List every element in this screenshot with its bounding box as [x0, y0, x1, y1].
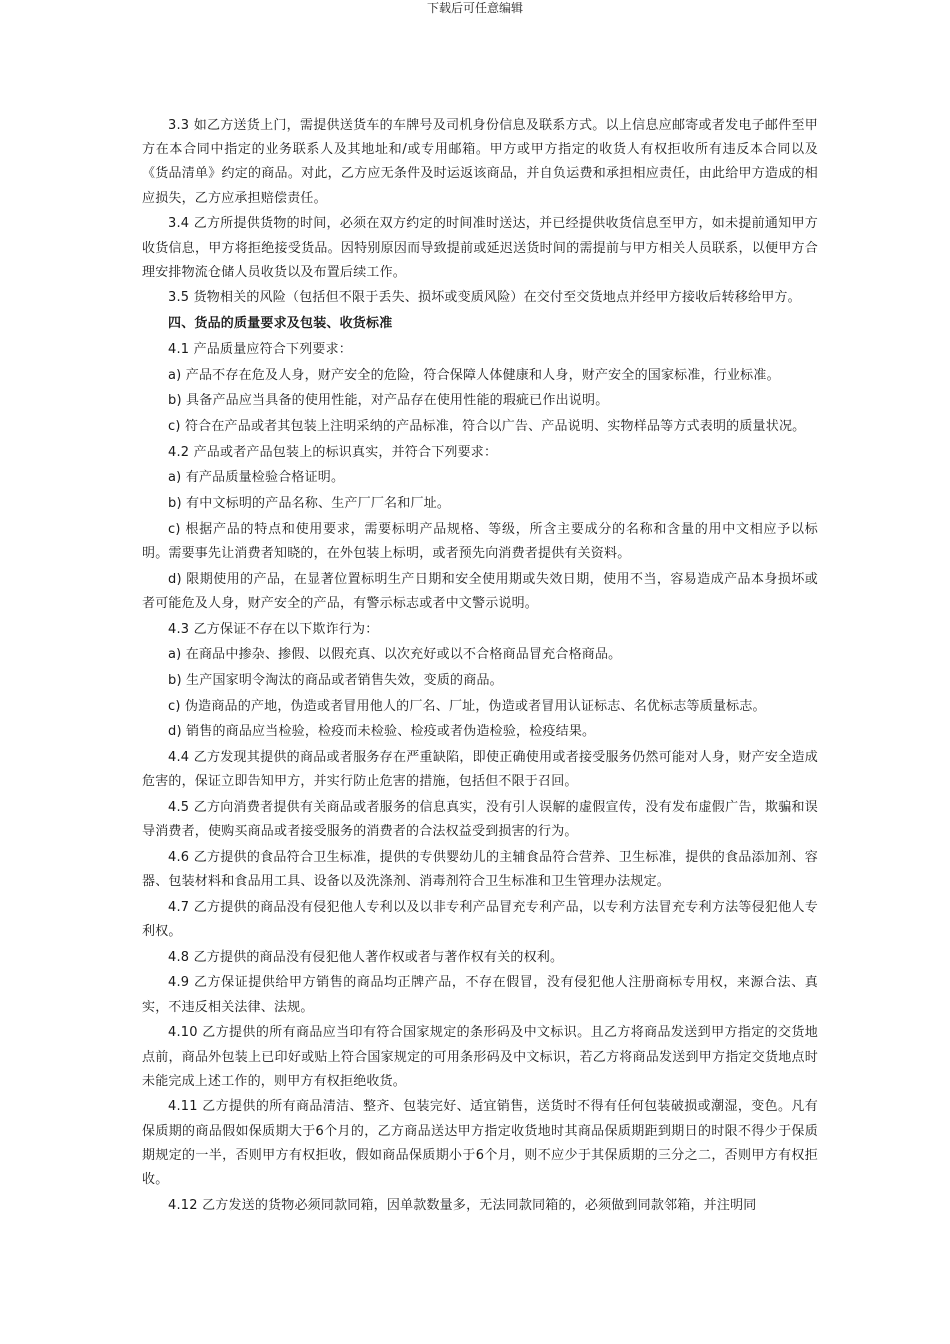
paragraph: 4.10 乙方提供的所有商品应当印有符合国家规定的条形码及中文标识。且乙方将商品发送到甲方指定的交货地点前，商品外包装上已印好或贴上符合国家规定的可用条形码及中文标识，若乙方将商品发送到甲方指定交货地点时未能完成上述工作的，则甲方有权拒绝收货。 [142, 1025, 818, 1089]
list-item: d) 销售的商品应当检验，检疫而未检验、检疫或者伪造检验，检疫结果。 [168, 724, 596, 740]
paragraph: 4.12 乙方发送的货物必须同款同箱，因单款数量多，无法同款同箱的，必须做到同款邻箱，并注明同 [168, 1197, 757, 1213]
paragraph: 3.5 货物相关的风险（包括但不限于丢失、损坏或变质风险）在交付至交货地点并经甲方接收后转移给甲方。 [168, 290, 801, 306]
paragraph: 4.1 产品质量应符合下列要求： [168, 341, 353, 357]
paragraph: 4.8 乙方提供的商品没有侵犯他人著作权或者与著作权有关的权利。 [168, 949, 564, 965]
list-item: b) 生产国家明令淘汰的商品或者销售失效，变质的商品。 [168, 672, 503, 688]
list-item: a) 产品不存在危及人身，财产安全的危险，符合保障人体健康和人身，财产安全的国家标准，行业标准。 [168, 367, 780, 383]
paragraph: 4.4 乙方发现其提供的商品或者服务存在严重缺陷，即使正确使用或者接受服务仍然可能对人身，财产安全造成危害的，保证立即告知甲方，并实行防止危害的措施，包括但不限于召回。 [142, 750, 818, 790]
list-item: c) 符合在产品或者其包装上注明采纳的产品标准，符合以广告、产品说明、实物样品等方式表明的质量状况。 [168, 418, 806, 434]
paragraph: 4.5 乙方向消费者提供有关商品或者服务的信息真实，没有引人误解的虚假宣传，没有发布虚假广告，欺骗和误导消费者，使购买商品或者接受服务的消费者的合法权益受到损害的行为。 [142, 799, 818, 840]
paragraph: 3.3 如乙方送货上门，需提供送货车的车牌号及司机身份信息及联系方式。以上信息应邮寄或者发电子邮件至甲方在本合同中指定的业务联系人及其地址和/或专用邮箱。甲方或甲方指定的收货人有权拒收所有违反本合同以及《货品清单》约定的商品。对此，乙方应无条件及时运返该商品，并自负运费和承担相应责任，由此给甲方造成的相应损失，乙方应承担赔偿责任。 [142, 118, 818, 206]
document-body [142, 114, 818, 1219]
paragraph: 4.11 乙方提供的所有商品清洁、整齐、包装完好、适宜销售，送货时不得有任何包装破损或潮湿，变色。凡有保质期的商品假如保质期大于6个月的，乙方商品送达甲方指定收货地时其商品保质期距到期日的时限不得少于保质期规定的一半，否则甲方有权拒收，假如商品保质期小于6个月，则不应少于其保质期的三分之二，否则甲方有权拒收。 [142, 1099, 818, 1188]
paragraph: 4.2 产品或者产品包装上的标识真实，并符合下列要求： [168, 444, 498, 460]
page-header-note: 下载后可任意编辑 [426, 1, 523, 15]
paragraph: 4.3 乙方保证不存在以下欺诈行为： [168, 621, 379, 637]
list-item: b) 有中文标明的产品名称、生产厂厂名和厂址。 [168, 496, 451, 512]
list-item: c) 伪造商品的产地，伪造或者冒用他人的厂名、厂址，伪造或者冒用认证标志、名优标志等质量标志。 [168, 698, 766, 714]
list-item: a) 有产品质量检验合格证明。 [168, 470, 345, 486]
list-item: a) 在商品中掺杂、掺假、以假充真、以次充好或以不合格商品冒充合格商品。 [168, 647, 622, 663]
list-item: d) 限期使用的产品，在显著位置标明生产日期和安全使用期或失效日期，使用不当，容易造成产品本身损坏或者可能危及人身，财产安全的产品，有警示标志或者中文警示说明。 [142, 571, 818, 611]
paragraph: 4.7 乙方提供的商品没有侵犯他人专利以及以非专利产品冒充专利产品，以专利方法冒充专利方法等侵犯他人专利权。 [142, 899, 818, 939]
paragraph: 4.9 乙方保证提供给甲方销售的商品均正牌产品，不存在假冒，没有侵犯他人注册商标专用权，来源合法、真实，不违反相关法律、法规。 [142, 975, 818, 1015]
list-item: b) 具备产品应当具备的使用性能，对产品存在使用性能的瑕疵已作出说明。 [168, 393, 609, 409]
paragraph: 3.4 乙方所提供货物的时间，必须在双方约定的时间准时送达，并已经提供收货信息至甲方，如未提前通知甲方收货信息，甲方将拒绝接受货品。因特别原因而导致提前或延迟送货时间的需提前与甲方相关人员联系，以便甲方合理安排物流仓储人员收货以及布置后续工作。 [142, 216, 818, 280]
paragraph: 4.6 乙方提供的食品符合卫生标准，提供的专供婴幼儿的主辅食品符合营养、卫生标准，提供的食品添加剂、容器、包装材料和食品用工具、设备以及洗涤剂、消毒剂符合卫生标准和卫生管理办法规定。 [142, 849, 818, 890]
section-heading: 四、货品的质量要求及包装、收货标准 [168, 316, 393, 332]
list-item: c) 根据产品的特点和使用要求，需要标明产品规格、等级，所含主要成分的名称和含量的用中文相应予以标明。需要事先让消费者知晓的，在外包装上标明，或者预先向消费者提供有关资料。 [142, 521, 818, 561]
